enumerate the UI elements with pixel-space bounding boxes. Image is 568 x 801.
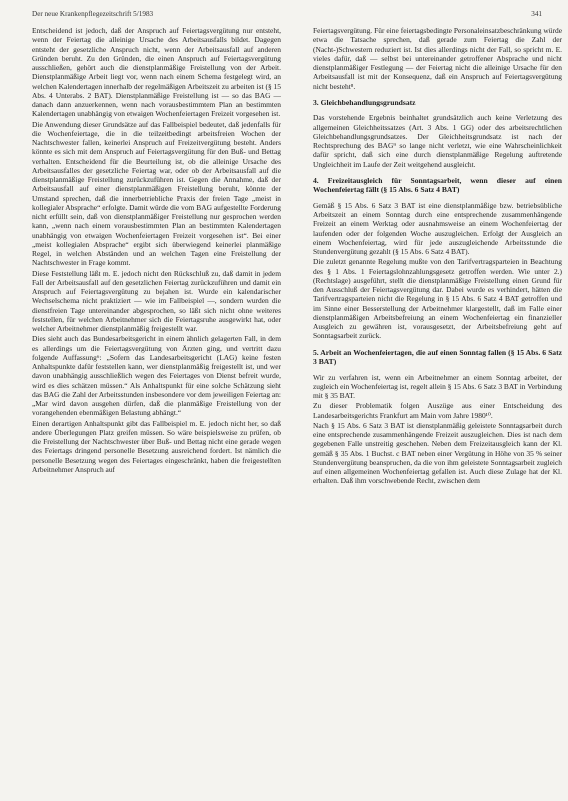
paragraph: Dies sieht auch das Bundesarbeitsgericht in einem ähnlich gelagerten Fall, in dem es allerdings um die Feiertagsvergütung von Ärzten ging, und vertritt dazu folgende Auffassung⁶: „Sofern das Landesarbeitsgericht (LAG) keine festen Anhaltspunkte dafür feststellen kann, wer dienstplanmäßig freigestellt ist, und wer davon unabhängig ausschließlich wegen des Feiertages von Dienst befreit wurde, wird es dies schätzen müssen.“ Als Anhaltspunkt für eine solche Schätzung sieht das BAG die Zahl der Arbeitsstunden insbesondere vor dem jeweiligen Feiertag an: „Mar wird davon ausgehen dürfen, daß die planmäßige Freistellung von der vorangehenden ebenmäßigen Belastung abhängt.“	[32, 334, 281, 418]
paragraph: Zu dieser Problematik folgen Auszüge aus einer Entscheidung des Landesarbeitsgerichts Frankfurt am Main vom Jahre 1980¹⁰.	[313, 401, 562, 420]
paragraph: Diese Feststellung läßt m. E. jedoch nicht den Rückschluß zu, daß damit in jedem Fall der Arbeitsausfall auf den gesetzlichen Feiertag zurückzuführen und damit ein Anspruch auf Feiertagsvergütung zu bejahen ist. Wurde ein kalendarischer Wechselschema nicht praktiziert — wie im Fallbeispiel —, sondern wurden die dienstfreien Tage untereinander abgesprochen, so läßt sich nicht ohne weiteres feststellen, für welchen Arbeitnehmer sich die Feiertagsruhe ausgewirkt hat, oder welcher Arbeitnehmer dienstplanmäßig freigestellt war.	[32, 268, 281, 333]
paragraph: Nach § 15 Abs. 6 Satz 3 BAT ist dienstplanmäßig geleistete Sonntagsarbeit durch eine entsprechende zusammenhängende Freizeit auszugleichen. Dies ist nach dem gegebenen Falle unstreitig geschehen. Neben dem Freizeitausgleich kann der Kl. gemäß § 35 Abs. 1 Buchst. c BAT neben einer Vergütung in Höhe von 35 % seiner Stundenvergütung beanspruchen, da die von ihm geleistete Sonntagsarbeit zugleich auf einen allgemeinen Wochenfeiertag gefallen ist. Auch diese Zulage hat der Kl. erhalten. Daß ihm vorschwebende Recht, zwischen dem	[313, 420, 562, 486]
page-header	[32, 10, 542, 18]
paragraph: Feiertagsvergütung. Für eine feiertagsbedingte Personaleinsatzbeschränkung würde etwa die Tatsache sprechen, daß gerade zum Feiertag die Zahl der (Nacht-)Schwestern reduziert ist. Ist dies allerdings nicht der Fall, so spricht m. E. vieles dafür, daß — selbst bei untereinander getroffener Absprache und nicht dienstplanmäßiger Festlegung — der Feiertag nicht die alleinige Ursache für den Arbeitsausfall ist mit der Konsequenz, daß ein Anspruch auf Feiertagsvergütung nicht besteht⁸.	[313, 26, 562, 91]
left-column	[32, 26, 281, 475]
section-heading: 4. Freizeitausgleich für Sonntagsarbeit, wenn dieser auf einen Wochenfeiertag fällt (§ 15 Abs. 6 Satz 4 BAT)	[313, 175, 562, 195]
section-heading: 5. Arbeit an Wochenfeiertagen, die auf einen Sonntag fallen (§ 15 Abs. 6 Satz 3 BAT)	[313, 347, 562, 366]
paragraph: Das vorstehende Ergebnis beinhaltet grundsätzlich auch keine Verletzung des allgemeinen Gleichheitssatzes (Art. 3 Abs. 1 GG) oder des arbeitsrechtlichen Gleichbehandlungsgrundsatzes. Der Gleichheitsgrundsatz ist nach der Rechtsprechung des BAG⁹ so lange nicht verletzt, wie eine Wahrscheinlichkeit dafür spricht, daß sich eine durch dienstplanmäßige Regelung auftretende Ungleichheit im Laufe der Zeit weitgehend ausgleicht.	[313, 113, 562, 169]
paragraph: Entscheidend ist jedoch, daß der Anspruch auf Feiertagsvergütung nur entsteht, wenn der Feiertag die alleinige Ursache des Arbeitsausfalls bildet. Dagegen entsteht der gesetzliche Anspruch nicht, wenn der Arbeitsausfall auf anderen Gründen beruht. Zu den Gründen, die einen Anspruch auf Feiertagsvergütung ausschließen, gehört auch die dienstplanmäßige Freistellung von der Arbeit. Dienstplanmäßige Arbeit liegt vor, wenn nach einem Schema festgelegt wird, an welchen Kalendertagen innerhalb der regelmäßigen Arbeitszeit zu arbeiten ist (§ 15 Abs. 4 Unterabs. 2 BAT). Dienstplanmäßige Freistellung ist — so das BAG — danach dann anzuerkennen, wenn nach vorausbestimmtem Plan an bestimmten Kalendertagen unabhängig von etwaigen Wochenfeiertagen Freizeit vorgesehen ist.	[32, 26, 281, 119]
paragraph: Die Anwendung dieser Grundsätze auf das Fallbeispiel bedeutet, daß jedenfalls für die Wochenfeiertage, die in die teilzeitbedingt arbeitsfreien Wochen der Nachtschwester fallen, keinerlei Anspruch auf Freizeitvergütung besteht. Anders könnte es sich mit dem Anspruch auf Feiertagsvergütung für den Buß- und Bettag verhalten. Entscheidend für die Beurteilung ist, ob die alleinige Ursache des Arbeitsausfalles der gesetzliche Feiertag war, oder ob der Arbeitsausfall auf die dienstplanmäßige Freistellung zurückzuführen ist. Gegen die Annahme, daß der Arbeitsausfall auf einer dienstplanmäßigen Freistellung beruht, könnte der Umstand sprechen, daß die innerbetriebliche Praxis der freien Tage „meist in kollegialer Absprache“ erfolgte. Damit würde die vom BAG aufgestellte Forderung nicht erfüllt sein, daß von dienstplanmäßiger Freistellung nur gesprochen werden kann, „wenn nach einem vorausbestimmten Plan an bestimmten Kalendertagen unabhängig von etwaigen Wochenfeiertagen Freizeit vorgesehen ist“. Bei einer „meist kollegialen Absprache“ ergibt sich überwiegend keinerlei planmäßige Regel, in welchen Abständen und an welchen Tagen eine Freistellung der Nachtschwester in Frage kommt.	[32, 119, 281, 268]
paragraph: Einen derartigen Anhaltspunkt gibt das Fallbeispiel m. E. jedoch nicht her, so daß andere Überlegungen Platz greifen müssen. So wäre beispielsweise zu prüfen, ob die Freistellung der Nachtschwester über Buß- und Bettag nicht eine gerade wegen des Feiertags dringend personelle Besetzung ausreichend fordert. Ist nämlich die personelle Besetzung wegen des Feiertages eingeschränkt, haben die freigestellten Arbeitnehmer Anspruch auf	[32, 418, 281, 474]
page-number: 341	[531, 10, 542, 18]
right-column	[313, 26, 562, 487]
journal-title: Der neue Krankenpflegezeitschrift 5/1983	[32, 10, 154, 18]
paragraph: Die zuletzt genannte Regelung mußte von den Tarifvertragsparteien in Beachtung des § 1 Abs. 1 Feiertagslohnzahlungsgesetz getroffen werden. Wie unter 2.) (Rechtslage) ausgeführt, stellt die dienstplanmäßige Freistellung einen Grund für den Ausschluß der Feiertagsvergütung dar. Dabei wurde es verhindert, hätten die Tarifvertragsparteien nicht die Regelung in § 15 Abs. 6 Satz 4 BAT getroffen und im Sinne einer Besserstellung der Arbeitnehmer klargestellt, daß im Falle einer dienstplanmäßigen Arbeitsbefreiung an einem Wochenfeiertag ein finanzieller Ausgleich zu gewähren ist, vorausgesetzt, der Arbeitsbefreiung geht auf Sonntagsarbeit zurück.	[313, 257, 562, 341]
paragraph: Wir zu verfahren ist, wenn ein Arbeitnehmer an einem Sonntag arbeitet, der zugleich ein Wochenfeiertag ist, regelt allein § 15 Abs. 6 Satz 3 BAT in Verbindung mit § 35 BAT.	[313, 372, 562, 400]
section-heading: 3. Gleichbehandlungsgrundsatz	[313, 97, 416, 107]
paragraph: Gemäß § 15 Abs. 6 Satz 3 BAT ist eine dienstplanmäßige bzw. betriebsübliche Arbeitszeit an einem Sonntag durch eine entsprechende zusammenhängende Freizeit an einem Werktag oder ausnahmsweise an einem Wochenfeiertag der laufenden oder der folgenden Woche auszugleichen. Erfolgt der Ausgleich an einem Wochenfeiertag, wird für jede auszugleichende Arbeitsstunde die Stundenvergütung gezahlt (§ 15 Abs. 6 Satz 4 BAT).	[313, 200, 562, 256]
